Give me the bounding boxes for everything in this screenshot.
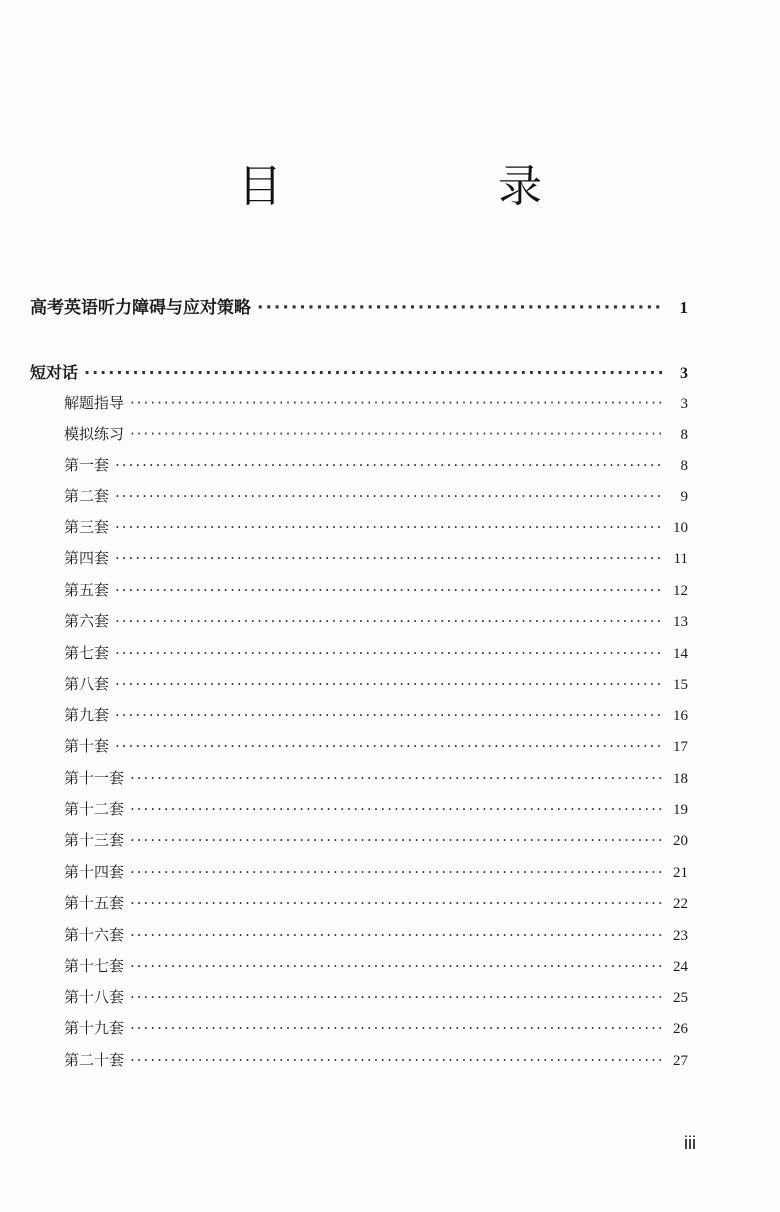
toc-entry-set[interactable] [64, 1049, 688, 1070]
toc-entry-page: 14 [673, 646, 688, 662]
toc-entry-page: 17 [673, 739, 688, 755]
dot-leader [130, 957, 664, 975]
toc-entry-set[interactable] [64, 547, 688, 568]
toc-entry-set[interactable] [64, 892, 688, 913]
toc-entry-set[interactable] [64, 924, 688, 945]
toc-entry-page: 8 [680, 458, 688, 474]
toc-entry-page: 21 [673, 865, 688, 881]
toc-entry-set[interactable] [64, 767, 688, 788]
dot-leader [115, 706, 664, 724]
toc-entry-page: 19 [673, 802, 688, 818]
dot-leader [130, 1019, 664, 1037]
toc-entry-lead[interactable] [30, 293, 688, 318]
toc-entry-label: 第二十套 [64, 1051, 125, 1069]
toc-entry-label: 第十六套 [64, 926, 125, 944]
dot-leader [115, 644, 664, 662]
dot-leader [130, 425, 664, 443]
dot-leader [130, 831, 664, 849]
toc-entry-label: 第四套 [64, 549, 110, 567]
toc-entry-set[interactable] [64, 829, 688, 850]
toc-entry-label: 第十四套 [64, 863, 125, 881]
dot-leader [115, 612, 664, 630]
toc-entry-page: 12 [673, 583, 688, 599]
page-number-folio: iii [684, 1133, 696, 1153]
toc-entry-set[interactable] [64, 642, 688, 663]
toc-entry-label: 高考英语听力障碍与应对策略 [30, 298, 251, 318]
toc-entry-label: 第七套 [64, 644, 110, 662]
dot-leader [115, 518, 664, 536]
dot-leader [257, 298, 664, 318]
toc-entry-page: 23 [673, 928, 688, 944]
dot-leader [115, 581, 664, 599]
dot-leader [130, 769, 664, 787]
toc-entry-set[interactable] [64, 861, 688, 882]
dot-leader [130, 926, 664, 944]
toc-entry-set[interactable] [64, 454, 688, 475]
dot-leader [115, 456, 664, 474]
toc-entry-label: 第十套 [64, 737, 110, 755]
toc-entry-label: 第八套 [64, 675, 110, 693]
toc-entry-label: 第三套 [64, 518, 110, 536]
toc-entry-label: 第十八套 [64, 988, 125, 1006]
toc-entry-set[interactable] [64, 798, 688, 819]
dot-leader [115, 487, 664, 505]
toc-entry-page: 27 [673, 1053, 688, 1069]
toc-entry-label: 短对话 [30, 363, 79, 382]
dot-leader [115, 737, 664, 755]
toc-entry-label: 第二套 [64, 487, 110, 505]
toc-entry-label: 模拟练习 [64, 425, 125, 443]
toc-entry-page: 24 [673, 959, 688, 975]
toc-entry-set[interactable] [64, 1017, 688, 1038]
toc-entry-set[interactable] [64, 704, 688, 725]
toc-entry-page: 3 [680, 396, 688, 412]
toc-entry-page: 15 [673, 677, 688, 693]
toc-entry-label: 第十一套 [64, 769, 125, 787]
toc-entry-page: 25 [673, 990, 688, 1006]
dot-leader [130, 800, 664, 818]
toc-entry-section[interactable] [30, 360, 688, 383]
toc-entry-page: 20 [673, 833, 688, 849]
dot-leader [130, 1051, 664, 1069]
dot-leader [115, 675, 664, 693]
toc-entry-label: 第十七套 [64, 957, 125, 975]
toc-entry-page: 3 [680, 365, 688, 382]
toc-entry-page: 8 [680, 427, 688, 443]
toc-entry-page: 10 [673, 520, 688, 536]
toc-entry-label: 第十九套 [64, 1019, 125, 1037]
toc-entry-set[interactable] [64, 673, 688, 694]
toc-entry-page: 22 [673, 896, 688, 912]
toc-entry-label: 第十五套 [64, 894, 125, 912]
dot-leader [130, 988, 664, 1006]
toc-entry-label: 第一套 [64, 456, 110, 474]
toc-entry-page: 26 [673, 1021, 688, 1037]
toc-entry-label: 第五套 [64, 581, 110, 599]
toc-entry-page: 1 [679, 298, 688, 317]
dot-leader [130, 863, 664, 881]
toc-entry-label: 解题指导 [64, 394, 125, 412]
toc-entry-sub[interactable] [64, 392, 688, 413]
dot-leader [130, 394, 664, 412]
toc-entry-page: 11 [673, 551, 688, 567]
toc-entry-sub[interactable] [64, 423, 688, 444]
toc-entry-set[interactable] [64, 735, 688, 756]
toc-entry-set[interactable] [64, 516, 688, 537]
page-title: 目 录 [238, 161, 628, 212]
toc-entry-set[interactable] [64, 610, 688, 631]
toc-entry-label: 第十三套 [64, 831, 125, 849]
toc-entry-label: 第十二套 [64, 800, 125, 818]
toc-entry-page: 13 [673, 614, 688, 630]
dot-leader [115, 549, 664, 567]
dot-leader [130, 894, 664, 912]
toc-entry-set[interactable] [64, 986, 688, 1007]
toc-entry-set[interactable] [64, 485, 688, 506]
toc-entry-label: 第六套 [64, 612, 110, 630]
toc-entry-set[interactable] [64, 579, 688, 600]
dot-leader [84, 363, 664, 382]
toc-entry-label: 第九套 [64, 706, 110, 724]
toc-entry-page: 16 [673, 708, 688, 724]
toc-entry-page: 9 [680, 489, 688, 505]
toc-entry-set[interactable] [64, 955, 688, 976]
toc-entry-page: 18 [673, 771, 688, 787]
